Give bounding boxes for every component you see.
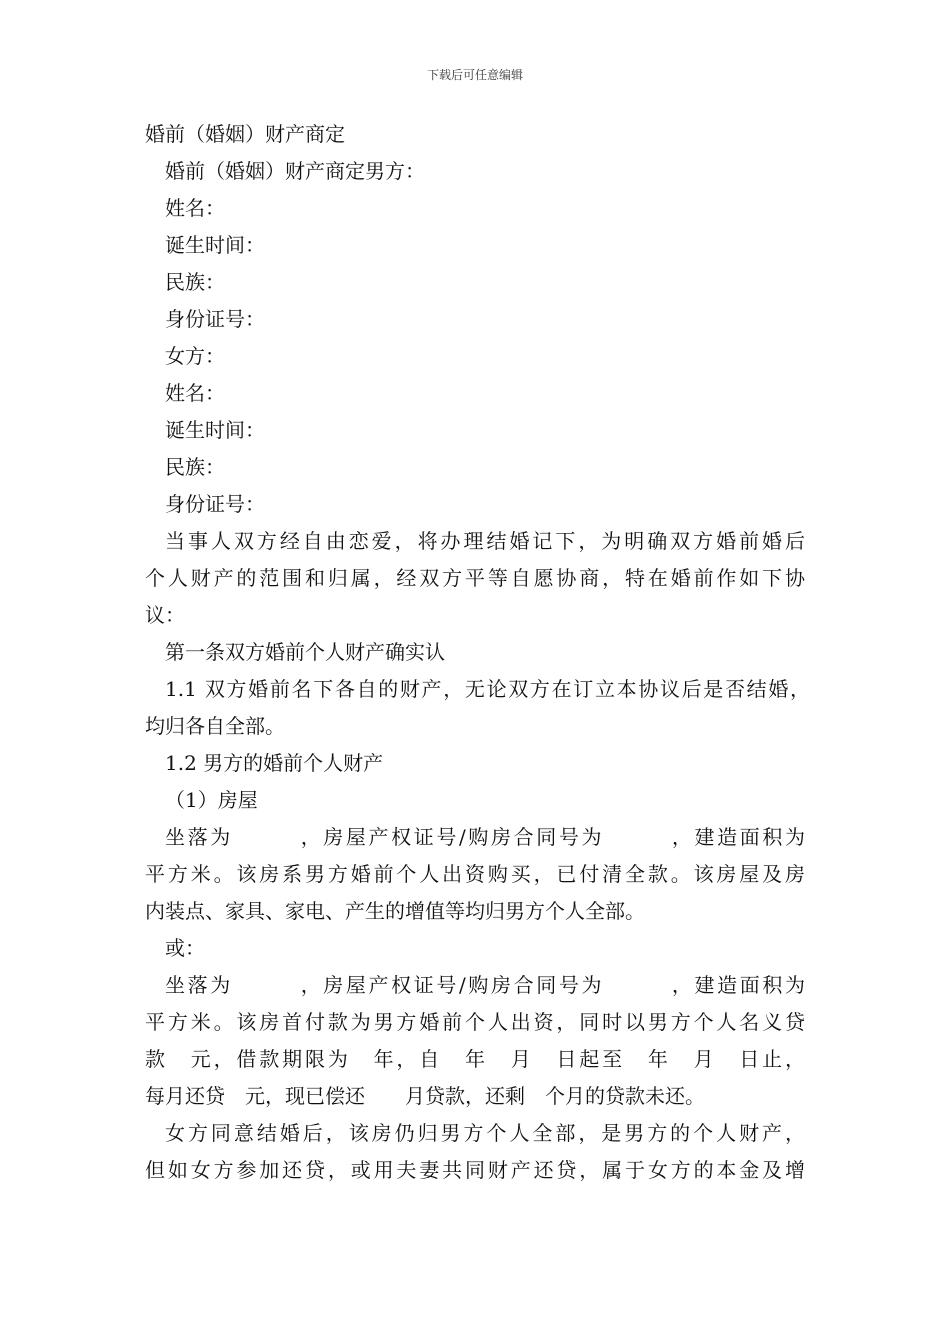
text-line: 民族： bbox=[165, 455, 225, 479]
text-line: 第一条双方婚前个人财产确实认 bbox=[165, 640, 445, 664]
text-line: （1）房屋 bbox=[165, 788, 258, 812]
text-line: 姓名： bbox=[165, 196, 225, 220]
text-line: 民族： bbox=[165, 270, 225, 294]
text-line: 但如女方参加还贷，或用夫妻共同财产还贷，属于女方的本金及增 bbox=[145, 1158, 805, 1182]
text-line: 当事人双方经自由恋爱，将办理结婚记下，为明确双方婚前婚后 bbox=[165, 529, 805, 553]
text-line: 身份证号： bbox=[165, 307, 265, 331]
text-line: 议： bbox=[145, 603, 185, 627]
text-line: 姓名： bbox=[165, 381, 225, 405]
text-line: 1.1 双方婚前名下各自的财产，无论双方在订立本协议后是否结婚， bbox=[165, 677, 810, 701]
text-line: 平方米。该房系男方婚前个人出资购买，已付清全款。该房屋及房 bbox=[145, 862, 805, 886]
text-line: 均归各自全部。 bbox=[145, 714, 285, 738]
text-line: 坐落为 ，房屋产权证号/购房合同号为 ，建造面积为 bbox=[165, 825, 805, 849]
text-line: 每月还贷 元，现已偿还 月贷款，还剩 个月的贷款未还。 bbox=[145, 1084, 705, 1108]
text-line: 内装点、家具、家电、产生的增值等均归男方个人全部。 bbox=[145, 899, 645, 923]
text-line: 款 元，借款期限为 年，自 年 月 日起至 年 月 日止， bbox=[145, 1047, 805, 1071]
text-line: 女方同意结婚后，该房仍归男方个人全部，是男方的个人财产， bbox=[165, 1121, 805, 1145]
page-header: 下载后可任意编辑 bbox=[426, 68, 523, 82]
text-line: 婚前（婚姻）财产商定男方： bbox=[165, 159, 425, 183]
document-title: 婚前（婚姻）财产商定 bbox=[145, 122, 345, 146]
text-line: 平方米。该房首付款为男方婚前个人出资，同时以男方个人名义贷 bbox=[145, 1010, 805, 1034]
text-line: 诞生时间： bbox=[165, 418, 265, 442]
text-line: 个人财产的范围和归属，经双方平等自愿协商，特在婚前作如下协 bbox=[145, 566, 805, 590]
text-line: 女方： bbox=[165, 344, 225, 368]
text-line: 坐落为 ，房屋产权证号/购房合同号为 ，建造面积为 bbox=[165, 973, 805, 997]
text-line: 诞生时间： bbox=[165, 233, 265, 257]
text-line: 1.2 男方的婚前个人财产 bbox=[165, 751, 384, 775]
text-line: 或： bbox=[165, 936, 205, 960]
text-line: 身份证号： bbox=[165, 492, 265, 516]
